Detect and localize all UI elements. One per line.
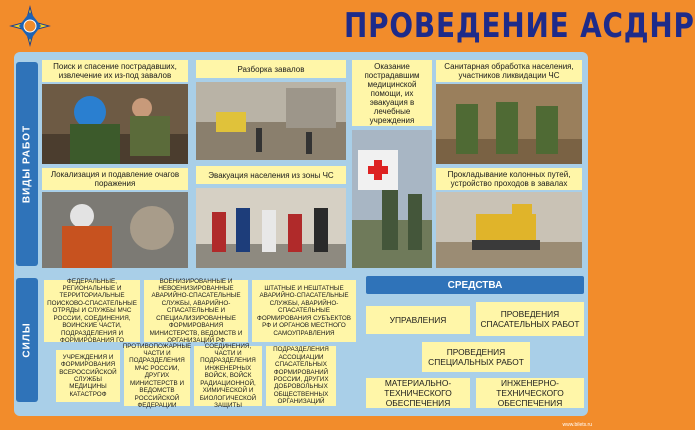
- force-federal: ФЕДЕРАЛЬНЫЕ, РЕГИОНАЛЬНЫЕ И ТЕРРИТОРИАЛЬНЫЕ ПОИСКОВО-СПАСАТЕЛЬНЫЕ ОТРЯДЫ И СЛУЖБЫ МЧС РОССИИ, СОЕДИНЕНИЯ, ВОИНСКИЕ ЧАСТИ, ПОДРАЗДЕЛЕНИЯ И ФОРМИРОВАНИЯ ГО: [44, 280, 140, 342]
- photo-localization: [42, 192, 188, 268]
- caption-search: Поиск и спасение пострадавших, извлечение их из-под завалов: [42, 60, 188, 82]
- caption-debris: Разборка завалов: [196, 60, 346, 78]
- sidebar-forces-label: СИЛЫ: [21, 322, 33, 358]
- photo-evacuation: [196, 188, 346, 268]
- force-medicine: УЧРЕЖДЕНИЯ И ФОРМИРОВАНИЯ ВСЕРОССИЙСКОЙ СЛУЖБЫ МЕДИЦИНЫ КАТАСТРОФ: [56, 350, 120, 402]
- photo-search-rescue: [42, 84, 188, 164]
- watermark: www.bilets.ru: [562, 422, 592, 428]
- force-regional: ШТАТНЫЕ И НЕШТАТНЫЕ АВАРИЙНО-СПАСАТЕЛЬНЫЕ СЛУЖБЫ, АВАРИЙНО-СПАСАТЕЛЬНЫЕ ФОРМИРОВАНИЯ СУБЪЕКТОВ РФ И ОРГАНОВ МЕСТНОГО САМОУПРАВЛЕНИЯ: [252, 280, 356, 342]
- sidebar-works-label: ВИДЫ РАБОТ: [21, 124, 33, 204]
- means-title: СРЕДСТВА: [366, 276, 584, 294]
- force-engineering: СОЕДИНЕНИЯ, ЧАСТИ И ПОДРАЗДЕЛЕНИЯ ИНЖЕНЕРНЫХ ВОЙСК, ВОЙСК РАДИАЦИОННОЙ, ХИМИЧЕСКОЙ И БИОЛОГИЧЕСКОЙ ЗАЩИТЫ: [194, 346, 262, 406]
- force-volunteer: ПОДРАЗДЕЛЕНИЯ АССОЦИАЦИИ СПАСАТЕЛЬНЫХ ФОРМИРОВАНИЙ РОССИИ, ДРУГИХ ДОБРОВОЛЬНЫХ ОБЩЕСТВЕННЫХ ОРГАНИЗАЦИЙ: [266, 346, 336, 406]
- photo-debris: [196, 82, 346, 160]
- caption-passages: Прокладывание колонных путей, устройство проходов в завалах: [436, 168, 582, 190]
- means-rescue: ПРОВЕДЕНИЯ СПАСАТЕЛЬНЫХ РАБОТ: [476, 302, 584, 336]
- page-title: ПРОВЕДЕНИЕ АСДНР: [344, 6, 695, 46]
- sidebar-forces: [16, 278, 38, 402]
- caption-evacuation: Эвакуация населения из зоны ЧС: [196, 166, 346, 184]
- means-material: МАТЕРИАЛЬНО-ТЕХНИЧЕСКОГО ОБЕСПЕЧЕНИЯ: [366, 378, 470, 408]
- force-fire: ПРОТИВОПОЖАРНЫЕ ЧАСТИ И ПОДРАЗДЕЛЕНИЯ МЧС РОССИИ, ДРУГИХ МИНИСТЕРСТВ И ВЕДОМСТВ РОССИЙСКОЙ ФЕДЕРАЦИИ: [122, 342, 192, 409]
- caption-medical: Оказание пострадавшим медицинской помощи, их эвакуация в лечебные учреждения: [352, 60, 432, 126]
- emchs-emblem-icon: [10, 6, 50, 46]
- means-control: УПРАВЛЕНИЯ: [366, 306, 470, 334]
- caption-sanitary: Санитарная обработка населения, участников ликвидации ЧС: [436, 60, 582, 82]
- sidebar-works: [16, 62, 38, 266]
- means-special: ПРОВЕДЕНИЯ СПЕЦИАЛЬНЫХ РАБОТ: [422, 342, 530, 372]
- photo-medical: [352, 130, 432, 268]
- caption-localization: Локализация и подавление очагов поражения: [42, 168, 188, 190]
- photo-sanitary: [436, 84, 582, 164]
- force-militarized: ВОЕНИЗИРОВАННЫЕ И НЕВОЕНИЗИРОВАННЫЕ АВАРИЙНО-СПАСАТЕЛЬНЫЕ СЛУЖБЫ, АВАРИЙНО-СПАСАТЕЛЬНЫЕ И СПЕЦИАЛИЗИРОВАННЫЕ ФОРМИРОВАНИЯ МИНИСТЕРСТВ, ВЕДОМСТВ И ОРГАНИЗАЦИЙ РФ: [144, 280, 248, 342]
- photo-passages: [436, 192, 582, 268]
- means-engineering: ИНЖЕНЕРНО-ТЕХНИЧЕСКОГО ОБЕСПЕЧЕНИЯ: [476, 378, 584, 408]
